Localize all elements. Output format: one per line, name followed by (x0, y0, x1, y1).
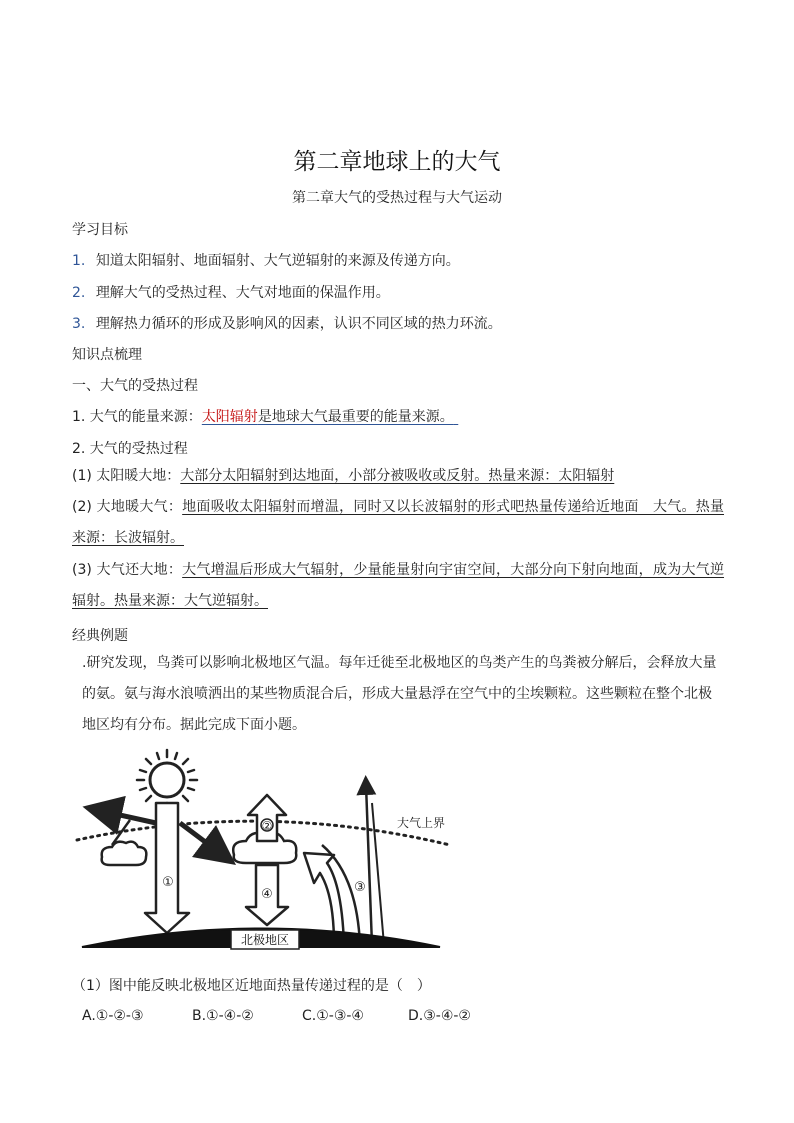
step-label: (3) 大气还大地： (72, 562, 183, 578)
example-heading: 经典例题 (72, 628, 128, 644)
answer-option[interactable]: D.③-④-② (408, 1008, 471, 1024)
goals-heading: 学习目标 (72, 222, 128, 238)
ground-label: 北极地区 (240, 933, 290, 947)
cloud-icon (102, 842, 147, 865)
process-step (72, 555, 724, 617)
answer-option[interactable]: A.①-②-③ (82, 1008, 144, 1024)
goal-item (72, 250, 460, 270)
goal-number: 1. (72, 253, 86, 269)
answer-option[interactable]: C.①-③-④ (302, 1008, 364, 1024)
item-answer: 是地球大气最重要的能量来源。 (257, 409, 454, 425)
process-step (72, 461, 724, 492)
goal-item (72, 282, 390, 302)
heat-transfer-diagram (72, 745, 462, 960)
scatter-arrow (180, 823, 220, 853)
marker-1: ① (162, 875, 174, 890)
step-answer: 大气增温后形成大气辐射，少量能量射向宇宙空间，大部分向下射向地面，成为大气逆辐射。热量来源：大气逆辐射。 (72, 562, 725, 609)
question-text: （1）图中能反映北极地区近地面热量传递过程的是（ ） (72, 978, 431, 994)
step-label: (1) 太阳暖大地： (72, 468, 181, 484)
marker-3: ③ (354, 880, 366, 895)
highlight-term: 太阳辐射 (201, 409, 258, 425)
marker-4: ④ (261, 887, 273, 902)
goal-text: 理解大气的受热过程、大气对地面的保温作用。 (95, 285, 390, 301)
upper-boundary-label: 大气上界 (397, 816, 446, 830)
goal-item (72, 313, 502, 333)
knowledge-heading: 知识点梳理 (72, 347, 142, 363)
process-step (72, 492, 724, 554)
goal-text: 理解热力循环的形成及影响风的因素，认识不同区域的热力环流。 (95, 316, 502, 332)
energy-source-item (72, 406, 458, 426)
heating-process-heading: 2. 大气的受热过程 (72, 441, 188, 457)
item-label: 1. 大气的能量来源： (72, 409, 202, 425)
answer-option[interactable]: B.①-④-② (192, 1008, 254, 1024)
example-passage (72, 648, 724, 741)
page-subtitle: 第二章大气的受热过程与大气运动 (292, 190, 502, 206)
step-answer: 地面吸收太阳辐射而增温，同时又以长波辐射的形式吧热量传递给近地面 大气。热量来源：长波辐射。 (72, 499, 725, 546)
step-answer: 大部分太阳辐射到达地面，小部分被吸收或反射。热量来源：太阳辐射 (180, 468, 615, 484)
ray-arrow-3 (366, 785, 372, 945)
marker-2: ② (261, 819, 273, 833)
goal-number: 2. (72, 285, 86, 301)
step-label: (2) 大地暖大气： (72, 499, 183, 515)
section-heading: 一、大气的受热过程 (72, 378, 198, 394)
sun-icon (137, 750, 197, 810)
example-text: .研究发现，鸟粪可以影响北极地区气温。每年迁徙至北极地区的鸟类产生的鸟粪被分解后，会释放大量的氨。氨与海水浪喷洒出的某些物质混合后，形成大量悬浮在空气中的尘埃颗粒。这些颗粒在整个北极地区均有分布。据此完成下面小题。 (82, 655, 717, 733)
page-title: 第二章地球上的大气 (293, 149, 501, 175)
goal-text: 知道太阳辐射、地面辐射、大气逆辐射的来源及传递方向。 (95, 253, 460, 269)
goal-number: 3. (72, 316, 86, 332)
